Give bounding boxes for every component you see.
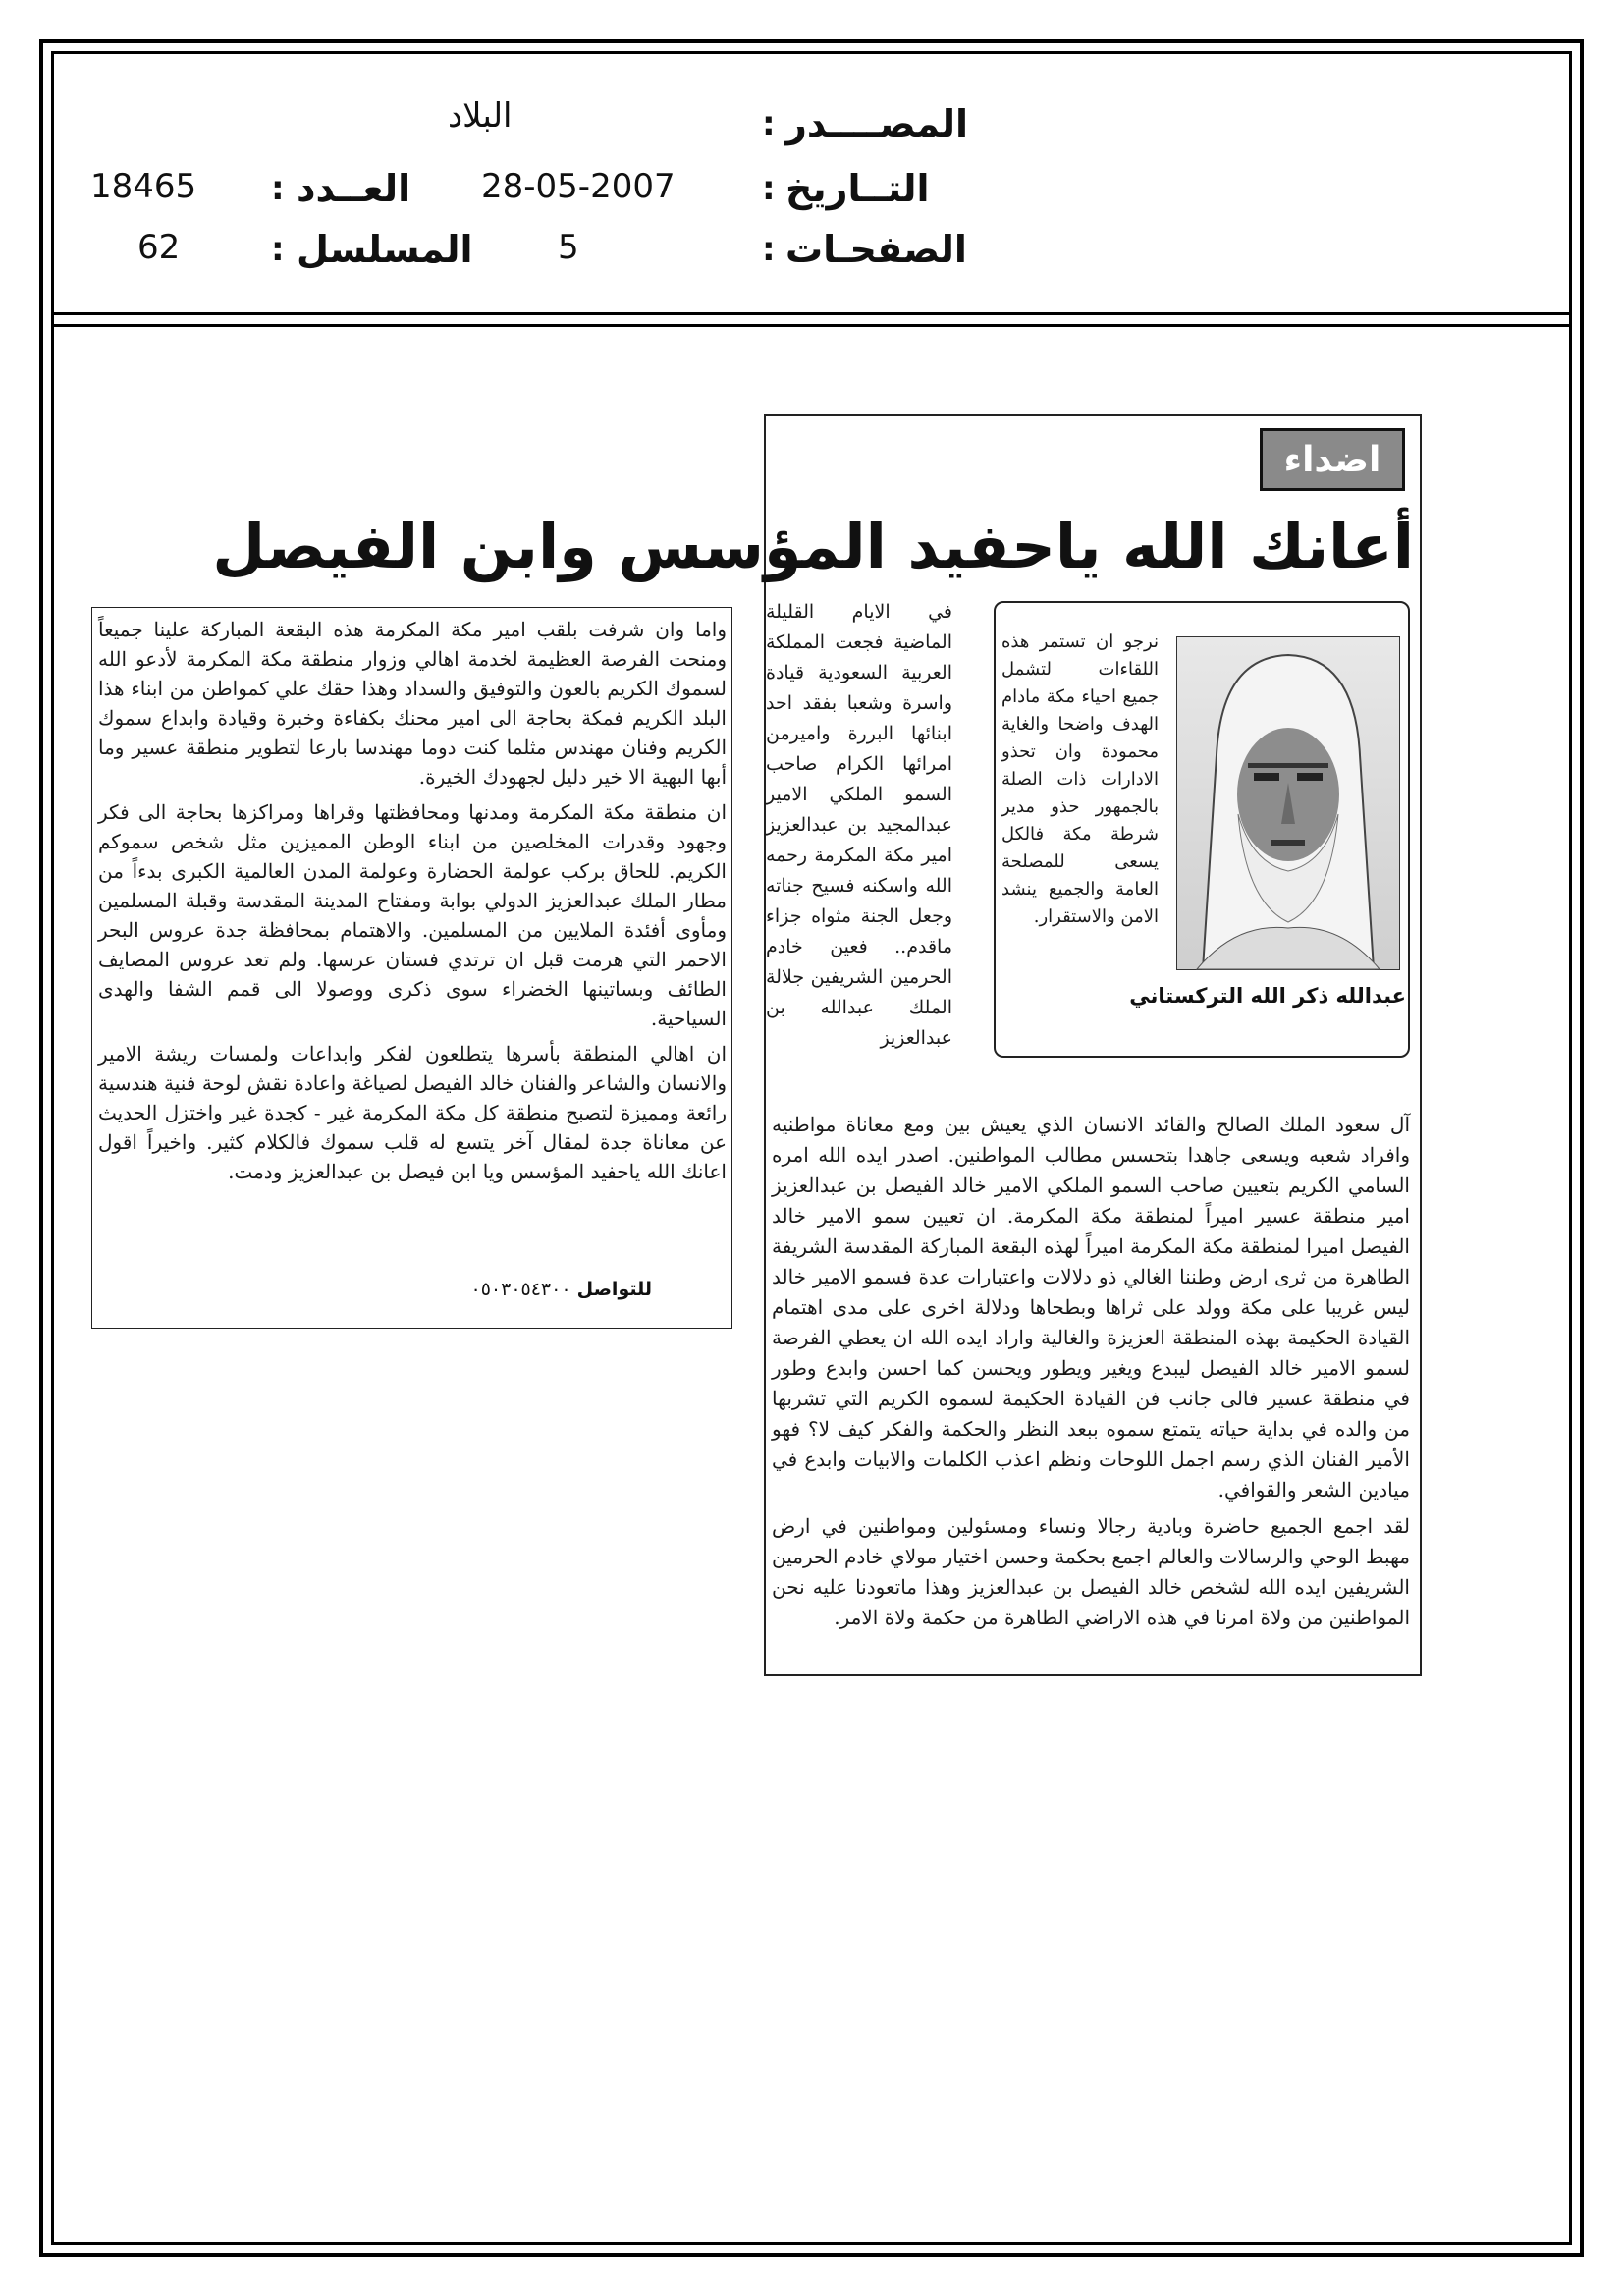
serial-colon: :	[271, 230, 285, 269]
pages-value: 5	[558, 228, 579, 267]
box-paragraph: نرجو ان تستمر هذه اللقاءات لتشمل جميع احياء مكة مادام الهدف واضحا والغاية محمودة وان تحذو الادارات ذات الصلة بالجمهور حذو مدير شرطة مكة فالكل يسعى للمصلحة العامة والجميع ينشد الامن والاستقرار.	[1001, 631, 1159, 927]
source-label: المصــــدر	[785, 102, 968, 145]
intro-column	[766, 597, 952, 1108]
author-name: عبدالله ذكر الله التركستاني	[1129, 984, 1406, 1008]
pages-colon: :	[762, 230, 776, 269]
date-value: 28-05-2007	[481, 167, 676, 206]
continuation-paragraph-1: واما وان شرفت بلقب امير مكة المكرمة هذه البقعة المباركة علينا جميعاً ومنحت الفرصة العظيمة لخدمة اهالي وزوار منطقة مكة المكرمة لأدعو الله لسموك الكريم بالعون والتوفيق والسداد وهذا حقك علي كمواطن من ابناء هذا البلد الكريم فمكة بحاجة الى امير محنك بكفاءة وخبرة وقيادة وابداع سموك الكريم وفنان مهندس مثلما كنت دوما مهندسا بارعا لتطوير منطقة عسير وما أبها البهية الا خير دليل لجهودك الخيرة.	[98, 618, 727, 789]
date-label: التــاريخ	[785, 167, 930, 210]
pages-label: الصفحـات	[785, 228, 967, 271]
issue-value: 18465	[90, 167, 197, 206]
contact-line	[102, 1273, 652, 1306]
portrait-photo-icon	[1177, 637, 1399, 969]
body-column	[772, 1110, 1410, 1669]
continuation-column	[98, 615, 727, 1243]
serial-label: المسلسل	[297, 228, 473, 271]
contact-label: للتواصل	[576, 1279, 652, 1300]
article-headline: أعانك الله ياحفيد المؤسس وابن الفيصل	[212, 511, 1414, 582]
issue-label: العــدد	[297, 167, 411, 210]
body-paragraph-1: آل سعود الملك الصالح والقائد الانسان الذي يعيش بين ومع معاناة مواطنيه وافراد شعبه ويسعى جاهدا بتحسس مطالب المواطنين. اصدر ايده الله امره السامي الكريم بتعيين صاحب السمو الملكي الامير خالد الفيصل بن عبدالعزيز امير منطقة عسير اميراً لمنطقة مكة المكرمة. ان تعيين سمو الامير خالد الفيصل اميرا لمنطقة مكة المكرمة اميراً لهذه البقعة المباركة المقدسة الشريفة الطاهرة من ثرى ارض وطننا الغالي ذو دلالات واعتبارات عدة فسمو الامير خالد ليس غريبا على مكة وولد على ثراها وبطحاها ودلالة اخرى على مدى اهتمام القيادة الحكيمة بهذه المنطقة العزيزة والغالية واراد ايده الله ان يعطي الفرصة لسمو الامير خالد الفيصل ليبدع ويغير ويطور ويحسن كما احسن وابدع وطور في منطقة عسير فالى جانب فن القيادة الحكيمة لسموه الكريم التي تشربها من والده في بداية حياته يتمتع سموه ببعد النظر والحكمة والفكر كيف لا؟ فهو الأمير الفنان الذي رسم اجمل اللوحات ونظم اعذب الكلمات والابيات وابدع في ميادين الشعر والقوافي.	[772, 1113, 1410, 1502]
body-paragraph-2: لقد اجمع الجميع حاضرة وبادية رجالا ونساء ومسئولين ومواطنين في ارض مهبط الوحي والرسالات والعالم اجمع بحكمة وحسن اختيار مولاي خادم الحرمين الشريفين ايده الله لشخص خالد الفيصل بن عبدالعزيز وهذا ماتعودنا عليه نحن المواطنين من ولاة امرنا في هذه الاراضي الطاهرة من حكمة ولاة الامر.	[772, 1514, 1410, 1629]
intro-paragraph: في الايام القليلة الماضية فجعت المملكة العربية السعودية قيادة واسرة وشعبا بفقد احد ابنائها البررة واميرمن امرائها الكرام صاحب السمو الملكي الامير عبدالمجيد بن عبدالعزيز امير مكة المكرمة رحمه الله واسكنه فسيح جناته وجعل الجنة مثواه جزاء ماقدم.. فعين خادم الحرمين الشريفين جلالة الملك عبدالله بن عبدالعزيز	[766, 601, 952, 1049]
source-colon: :	[762, 104, 776, 143]
issue-colon: :	[271, 169, 285, 208]
box-text-column	[1001, 629, 1159, 1031]
author-photo	[1176, 636, 1400, 970]
contact-value: ٠٥٠٣٠٥٤٣٠٠	[470, 1279, 571, 1300]
header-divider-bottom	[51, 324, 1572, 327]
section-tag: اضداء	[1260, 428, 1405, 491]
header-divider-top	[51, 312, 1572, 315]
source-value: البلاد	[448, 96, 513, 136]
date-colon: :	[762, 169, 776, 208]
continuation-paragraph-3: ان اهالي المنطقة بأسرها يتطلعون لفكر وابداعات ولمسات ريشة الامير والانسان والشاعر والفنان خالد الفيصل لصياغة واعادة نقش لوحة فنية هندسية رائعة ومميزة لتصبح منطقة كل مكة المكرمة غير - كجدة غير واختزل الحديث عن معاناة جدة لمقال آخر يتسع له قلب سموك فالكلام كثير. واخيراً اقول اعانك الله ياحفيد المؤسس ويا ابن فيصل بن عبدالعزيز ودمت.	[98, 1042, 727, 1183]
serial-value: 62	[137, 228, 181, 267]
continuation-paragraph-2: ان منطقة مكة المكرمة ومدنها ومحافظتها وقراها ومراكزها بحاجة الى فكر وجهود وقدرات المخلصين من ابناء الوطن المميزين مثل شخص سموكم الكريم. للحاق بركب عولمة الحضارة وعولمة المدن العالمية الكبرى بدءاً من مطار الملك عبدالعزيز الدولي بوابة ومفتاح المدينة المقدسة وقبلة المسلمين ومأوى أفئدة الملايين من المسلمين. والاهتمام بمحافظة جدة عروس البحر الاحمر التي هرمت قبل ان ترتدي فستان عرسها. ولم تعد عروس المصايف الطائف وبساتينها الخضراء سوى ذكرى ووصولا الى قمم الشفا والهدى السياحية.	[98, 800, 727, 1030]
